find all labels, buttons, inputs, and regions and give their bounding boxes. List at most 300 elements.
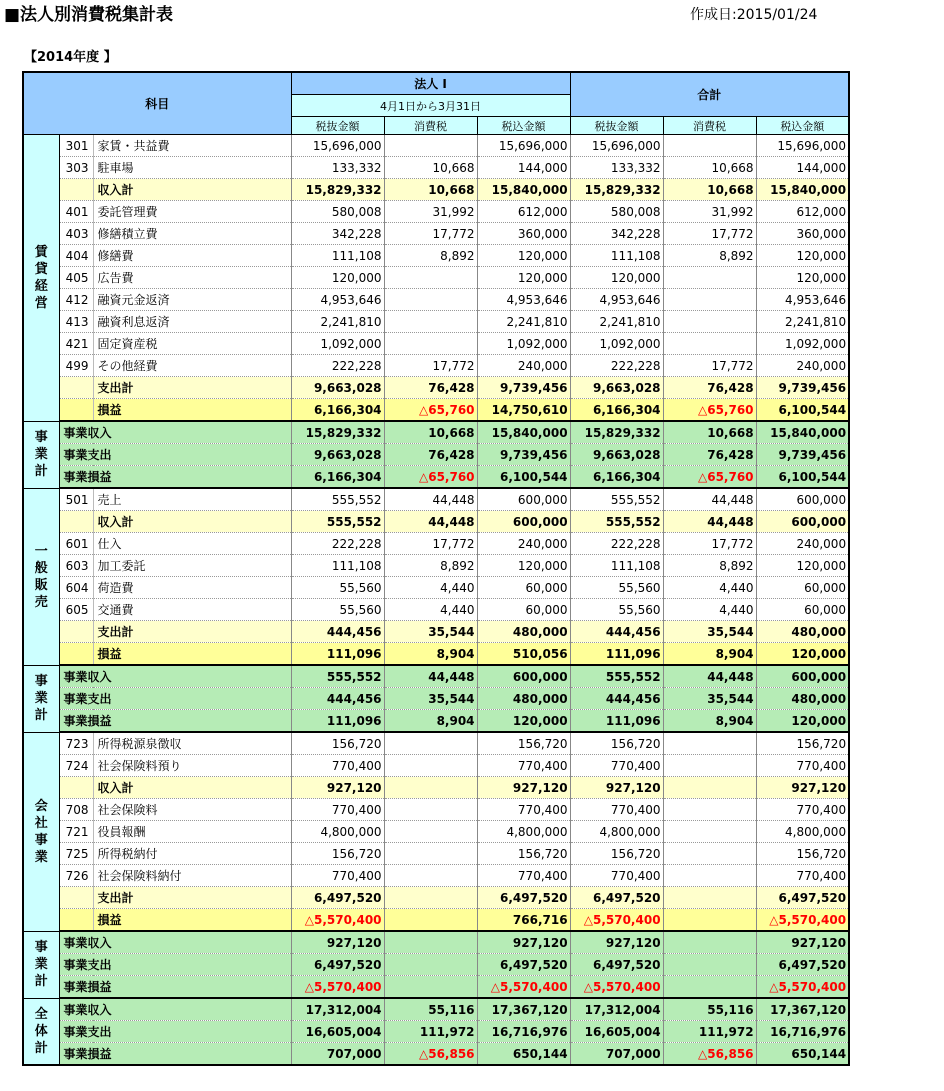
amount-cell [384,931,477,954]
row-code: 708 [59,799,93,821]
amount-cell: 6,100,544 [756,466,849,489]
amount-cell: 15,696,000 [570,135,663,157]
amount-cell: 9,663,028 [291,444,384,466]
amount-cell: 2,241,810 [477,311,570,333]
row-name: 事業損益 [59,710,291,733]
amount-cell: 6,497,520 [477,954,570,976]
amount-cell: 120,000 [756,710,849,733]
table-row [23,688,849,710]
amount-cell: 360,000 [756,223,849,245]
amount-cell: 770,400 [570,755,663,777]
row-code [59,887,93,909]
amount-cell: 120,000 [477,245,570,267]
amount-cell: 222,228 [570,533,663,555]
header-entity: 法人 Ⅰ [291,72,570,95]
amount-cell: 4,800,000 [756,821,849,843]
amount-cell: 4,440 [663,599,756,621]
amount-cell: 770,400 [291,799,384,821]
amount-cell: 342,228 [291,223,384,245]
amount-cell: 15,696,000 [756,135,849,157]
amount-cell: 15,696,000 [291,135,384,157]
amount-cell: 600,000 [756,665,849,688]
amount-cell: 60,000 [477,577,570,599]
table-row [23,533,849,555]
amount-cell: 6,497,520 [756,887,849,909]
fiscal-year-label: 【2014年度 】 [24,50,117,65]
section-label: 事 業 計 [23,421,59,488]
amount-cell: 8,892 [384,555,477,577]
amount-cell: 600,000 [756,511,849,533]
amount-cell [384,289,477,311]
table-row [23,223,849,245]
amount-cell: 2,241,810 [756,311,849,333]
amount-cell: 8,904 [663,643,756,666]
amount-cell: 133,332 [570,157,663,179]
row-name: 事業支出 [59,444,291,466]
row-name: 融資元金返済 [93,289,291,311]
row-code: 601 [59,533,93,555]
page-title: ■法人別消費税集計表 [4,5,174,25]
amount-cell: 555,552 [291,488,384,511]
row-name: 社会保険料 [93,799,291,821]
amount-cell: 4,953,646 [570,289,663,311]
amount-cell: 770,400 [756,799,849,821]
amount-cell: 156,720 [477,732,570,755]
row-name: 事業収入 [59,998,291,1021]
amount-cell: 770,400 [570,799,663,821]
amount-cell: 555,552 [570,488,663,511]
amount-cell: 580,008 [570,201,663,223]
amount-cell: 8,904 [384,643,477,666]
amount-cell: 600,000 [756,488,849,511]
row-code [59,777,93,799]
table-row [23,135,849,157]
amount-cell: 240,000 [756,355,849,377]
amount-cell: 927,120 [291,931,384,954]
amount-cell: 133,332 [291,157,384,179]
amount-cell: 444,456 [291,621,384,643]
amount-cell: 766,716 [477,909,570,932]
amount-cell: 9,739,456 [477,377,570,399]
table-row [23,333,849,355]
amount-cell: 8,892 [663,555,756,577]
table-row [23,821,849,843]
amount-cell: 8,892 [663,245,756,267]
row-name: 損益 [93,643,291,666]
row-name: 荷造費 [93,577,291,599]
amount-cell: 44,448 [384,511,477,533]
amount-cell: 120,000 [570,267,663,289]
amount-cell: △5,570,400 [756,976,849,999]
row-name: 所得税納付 [93,843,291,865]
row-name: 事業収入 [59,665,291,688]
amount-cell [663,267,756,289]
table-row [23,488,849,511]
row-name: 所得税源泉徴収 [93,732,291,755]
amount-cell: 111,096 [570,710,663,733]
row-code: 723 [59,732,93,755]
amount-cell: 480,000 [477,621,570,643]
amount-cell: 612,000 [477,201,570,223]
amount-cell: 6,166,304 [291,466,384,489]
amount-cell: 111,096 [570,643,663,666]
amount-cell: 17,312,004 [570,998,663,1021]
row-name: 加工委託 [93,555,291,577]
amount-cell: 770,400 [477,755,570,777]
amount-cell: △65,760 [663,466,756,489]
amount-cell: 16,716,976 [756,1021,849,1043]
amount-cell [663,333,756,355]
amount-cell: 55,560 [570,599,663,621]
row-code [59,377,93,399]
amount-cell: 60,000 [756,577,849,599]
amount-cell [663,821,756,843]
amount-cell: 17,772 [384,223,477,245]
amount-cell: 6,497,520 [570,954,663,976]
row-name: 修繕積立費 [93,223,291,245]
amount-cell: △65,760 [663,399,756,422]
amount-cell: 600,000 [477,665,570,688]
amount-cell: 1,092,000 [291,333,384,355]
row-code [59,511,93,533]
row-name: 社会保険料預り [93,755,291,777]
amount-cell: 580,008 [291,201,384,223]
amount-cell: 120,000 [477,710,570,733]
row-code: 721 [59,821,93,843]
table-row [23,466,849,489]
created-date: 作成日:2015/01/24 [690,7,818,23]
amount-cell: 55,116 [663,998,756,1021]
header-col-incl: 税込金額 [477,117,570,135]
amount-cell [384,135,477,157]
amount-cell: 55,560 [291,577,384,599]
amount-cell: △5,570,400 [570,909,663,932]
row-code: 603 [59,555,93,577]
row-code: 726 [59,865,93,887]
table-row [23,909,849,932]
amount-cell: 770,400 [756,755,849,777]
amount-cell [384,887,477,909]
amount-cell [663,755,756,777]
row-code: 401 [59,201,93,223]
table-row [23,311,849,333]
amount-cell [663,843,756,865]
table-row [23,377,849,399]
amount-cell [663,732,756,755]
amount-cell [384,909,477,932]
section-label: 事 業 計 [23,665,59,732]
amount-cell: 156,720 [756,843,849,865]
amount-cell: 360,000 [477,223,570,245]
table-row [23,865,849,887]
section-label: 会 社 事 業 [23,732,59,931]
amount-cell: 55,560 [570,577,663,599]
amount-cell: 9,739,456 [756,377,849,399]
row-name: 事業支出 [59,954,291,976]
header-col-tax-total: 消費税 [663,117,756,135]
row-name: 収入計 [93,179,291,201]
amount-cell: 510,056 [477,643,570,666]
table-row [23,157,849,179]
row-code [59,621,93,643]
amount-cell: 342,228 [570,223,663,245]
amount-cell: 144,000 [477,157,570,179]
amount-cell: 120,000 [756,555,849,577]
header-subject: 科目 [23,72,291,135]
amount-cell: 156,720 [570,732,663,755]
amount-cell: 600,000 [477,488,570,511]
amount-cell: 480,000 [756,621,849,643]
row-code [59,179,93,201]
row-name: 固定資産税 [93,333,291,355]
amount-cell: 9,739,456 [477,444,570,466]
amount-cell: 6,166,304 [570,466,663,489]
amount-cell: 10,668 [663,179,756,201]
amount-cell: 927,120 [477,777,570,799]
amount-cell: 222,228 [570,355,663,377]
amount-cell: 15,829,332 [570,179,663,201]
amount-cell: 4,953,646 [477,289,570,311]
row-name: 事業収入 [59,421,291,444]
amount-cell: 120,000 [756,267,849,289]
amount-cell: △5,570,400 [570,976,663,999]
amount-cell: 707,000 [570,1043,663,1066]
row-code: 405 [59,267,93,289]
amount-cell: 770,400 [477,865,570,887]
amount-cell [663,954,756,976]
table-row [23,1043,849,1066]
amount-cell: 31,992 [384,201,477,223]
amount-cell: 480,000 [477,688,570,710]
amount-cell: 15,829,332 [291,421,384,444]
amount-cell: 156,720 [756,732,849,755]
amount-cell: 770,400 [291,865,384,887]
amount-cell: 770,400 [477,799,570,821]
amount-cell: 4,800,000 [291,821,384,843]
amount-cell: 15,840,000 [756,421,849,444]
row-name: 委託管理費 [93,201,291,223]
amount-cell: 4,953,646 [291,289,384,311]
amount-cell: 927,120 [756,931,849,954]
amount-cell: 120,000 [756,643,849,666]
amount-cell: 770,400 [756,865,849,887]
table-row [23,643,849,666]
amount-cell [384,976,477,999]
amount-cell [663,976,756,999]
amount-cell: 6,497,520 [756,954,849,976]
amount-cell: 14,750,610 [477,399,570,422]
amount-cell: 16,605,004 [291,1021,384,1043]
section-label: 賃 貸 経 営 [23,135,59,422]
table-row [23,976,849,999]
table-row [23,710,849,733]
amount-cell: 555,552 [570,511,663,533]
header-col-excl-total: 税抜金額 [570,117,663,135]
amount-cell: 4,800,000 [477,821,570,843]
table-row [23,179,849,201]
amount-cell: 6,497,520 [291,954,384,976]
amount-cell: 2,241,810 [570,311,663,333]
amount-cell [663,799,756,821]
amount-cell: 6,100,544 [756,399,849,422]
header-col-tax: 消費税 [384,117,477,135]
amount-cell: 144,000 [756,157,849,179]
amount-cell: 927,120 [291,777,384,799]
amount-cell [663,311,756,333]
row-code [59,643,93,666]
amount-cell: 156,720 [570,843,663,865]
section-label: 事 業 計 [23,931,59,998]
amount-cell: 17,772 [384,355,477,377]
row-name: 事業損益 [59,466,291,489]
amount-cell: 6,166,304 [291,399,384,422]
amount-cell: 17,367,120 [477,998,570,1021]
table-row [23,755,849,777]
row-code: 604 [59,577,93,599]
amount-cell: 650,144 [477,1043,570,1066]
row-name: 支出計 [93,621,291,643]
amount-cell: 17,772 [384,533,477,555]
row-name: 支出計 [93,887,291,909]
amount-cell: 240,000 [477,355,570,377]
amount-cell: 8,904 [663,710,756,733]
table-row [23,599,849,621]
amount-cell: 480,000 [756,688,849,710]
row-code: 404 [59,245,93,267]
table-row [23,665,849,688]
amount-cell: 555,552 [570,665,663,688]
amount-cell: 76,428 [384,377,477,399]
amount-cell [384,732,477,755]
amount-cell: 9,739,456 [756,444,849,466]
table-row [23,732,849,755]
row-name: 損益 [93,909,291,932]
amount-cell: 1,092,000 [477,333,570,355]
amount-cell [384,311,477,333]
header-period: 4月1日から3月31日 [291,95,570,117]
amount-cell: 927,120 [477,931,570,954]
amount-cell: 17,772 [663,355,756,377]
amount-cell [663,865,756,887]
amount-cell: 6,497,520 [291,887,384,909]
amount-cell: 15,696,000 [477,135,570,157]
amount-cell: 44,448 [384,488,477,511]
header-col-excl: 税抜金額 [291,117,384,135]
amount-cell: 111,108 [570,555,663,577]
amount-cell: 17,367,120 [756,998,849,1021]
amount-cell: 120,000 [477,555,570,577]
amount-cell: 16,716,976 [477,1021,570,1043]
amount-cell: 6,100,544 [477,466,570,489]
table-row [23,245,849,267]
table-row [23,555,849,577]
amount-cell: 9,663,028 [570,444,663,466]
row-name: 売上 [93,488,291,511]
amount-cell: 10,668 [384,421,477,444]
amount-cell: 35,544 [663,621,756,643]
amount-cell [384,777,477,799]
amount-cell [663,931,756,954]
amount-cell: △5,570,400 [291,976,384,999]
table-row [23,289,849,311]
amount-cell: 9,663,028 [570,377,663,399]
amount-cell: 444,456 [570,688,663,710]
row-code: 725 [59,843,93,865]
amount-cell [384,267,477,289]
amount-cell: 6,497,520 [570,887,663,909]
amount-cell: 770,400 [570,865,663,887]
row-code: 605 [59,599,93,621]
amount-cell [384,333,477,355]
row-code: 412 [59,289,93,311]
row-code: 421 [59,333,93,355]
table-row [23,201,849,223]
row-name: 事業支出 [59,688,291,710]
amount-cell: 60,000 [756,599,849,621]
amount-cell: 927,120 [756,777,849,799]
row-name: 広告費 [93,267,291,289]
amount-cell: 111,108 [570,245,663,267]
row-name: 事業収入 [59,931,291,954]
row-code: 413 [59,311,93,333]
amount-cell: 156,720 [477,843,570,865]
row-name: 役員報酬 [93,821,291,843]
amount-cell: 240,000 [477,533,570,555]
amount-cell: 240,000 [756,533,849,555]
amount-cell: 55,560 [291,599,384,621]
amount-cell: 222,228 [291,533,384,555]
amount-cell: △65,760 [384,466,477,489]
amount-cell: 156,720 [291,732,384,755]
amount-cell: 35,544 [384,621,477,643]
amount-cell [384,954,477,976]
amount-cell: 927,120 [570,931,663,954]
row-name: 事業損益 [59,976,291,999]
amount-cell: 650,144 [756,1043,849,1066]
amount-cell [663,777,756,799]
amount-cell: 10,668 [663,421,756,444]
amount-cell: 60,000 [477,599,570,621]
amount-cell [384,821,477,843]
row-name: 融資利息返済 [93,311,291,333]
row-code: 403 [59,223,93,245]
amount-cell: 156,720 [291,843,384,865]
amount-cell: 111,972 [384,1021,477,1043]
amount-cell: 15,829,332 [570,421,663,444]
table-row [23,887,849,909]
amount-cell: 35,544 [384,688,477,710]
row-name: 駐車場 [93,157,291,179]
amount-cell: 4,440 [384,599,477,621]
amount-cell: 120,000 [291,267,384,289]
table-row [23,621,849,643]
row-name: 収入計 [93,511,291,533]
amount-cell: 6,166,304 [570,399,663,422]
row-code: 724 [59,755,93,777]
amount-cell: 444,456 [291,688,384,710]
section-label: 一 般 販 売 [23,488,59,665]
amount-cell: 2,241,810 [291,311,384,333]
amount-cell: 55,116 [384,998,477,1021]
row-name: 事業損益 [59,1043,291,1066]
amount-cell: 44,448 [663,665,756,688]
amount-cell: 8,892 [384,245,477,267]
amount-cell: 16,605,004 [570,1021,663,1043]
amount-cell: 111,108 [291,555,384,577]
amount-cell: 44,448 [384,665,477,688]
amount-cell: 555,552 [291,511,384,533]
table-row [23,511,849,533]
